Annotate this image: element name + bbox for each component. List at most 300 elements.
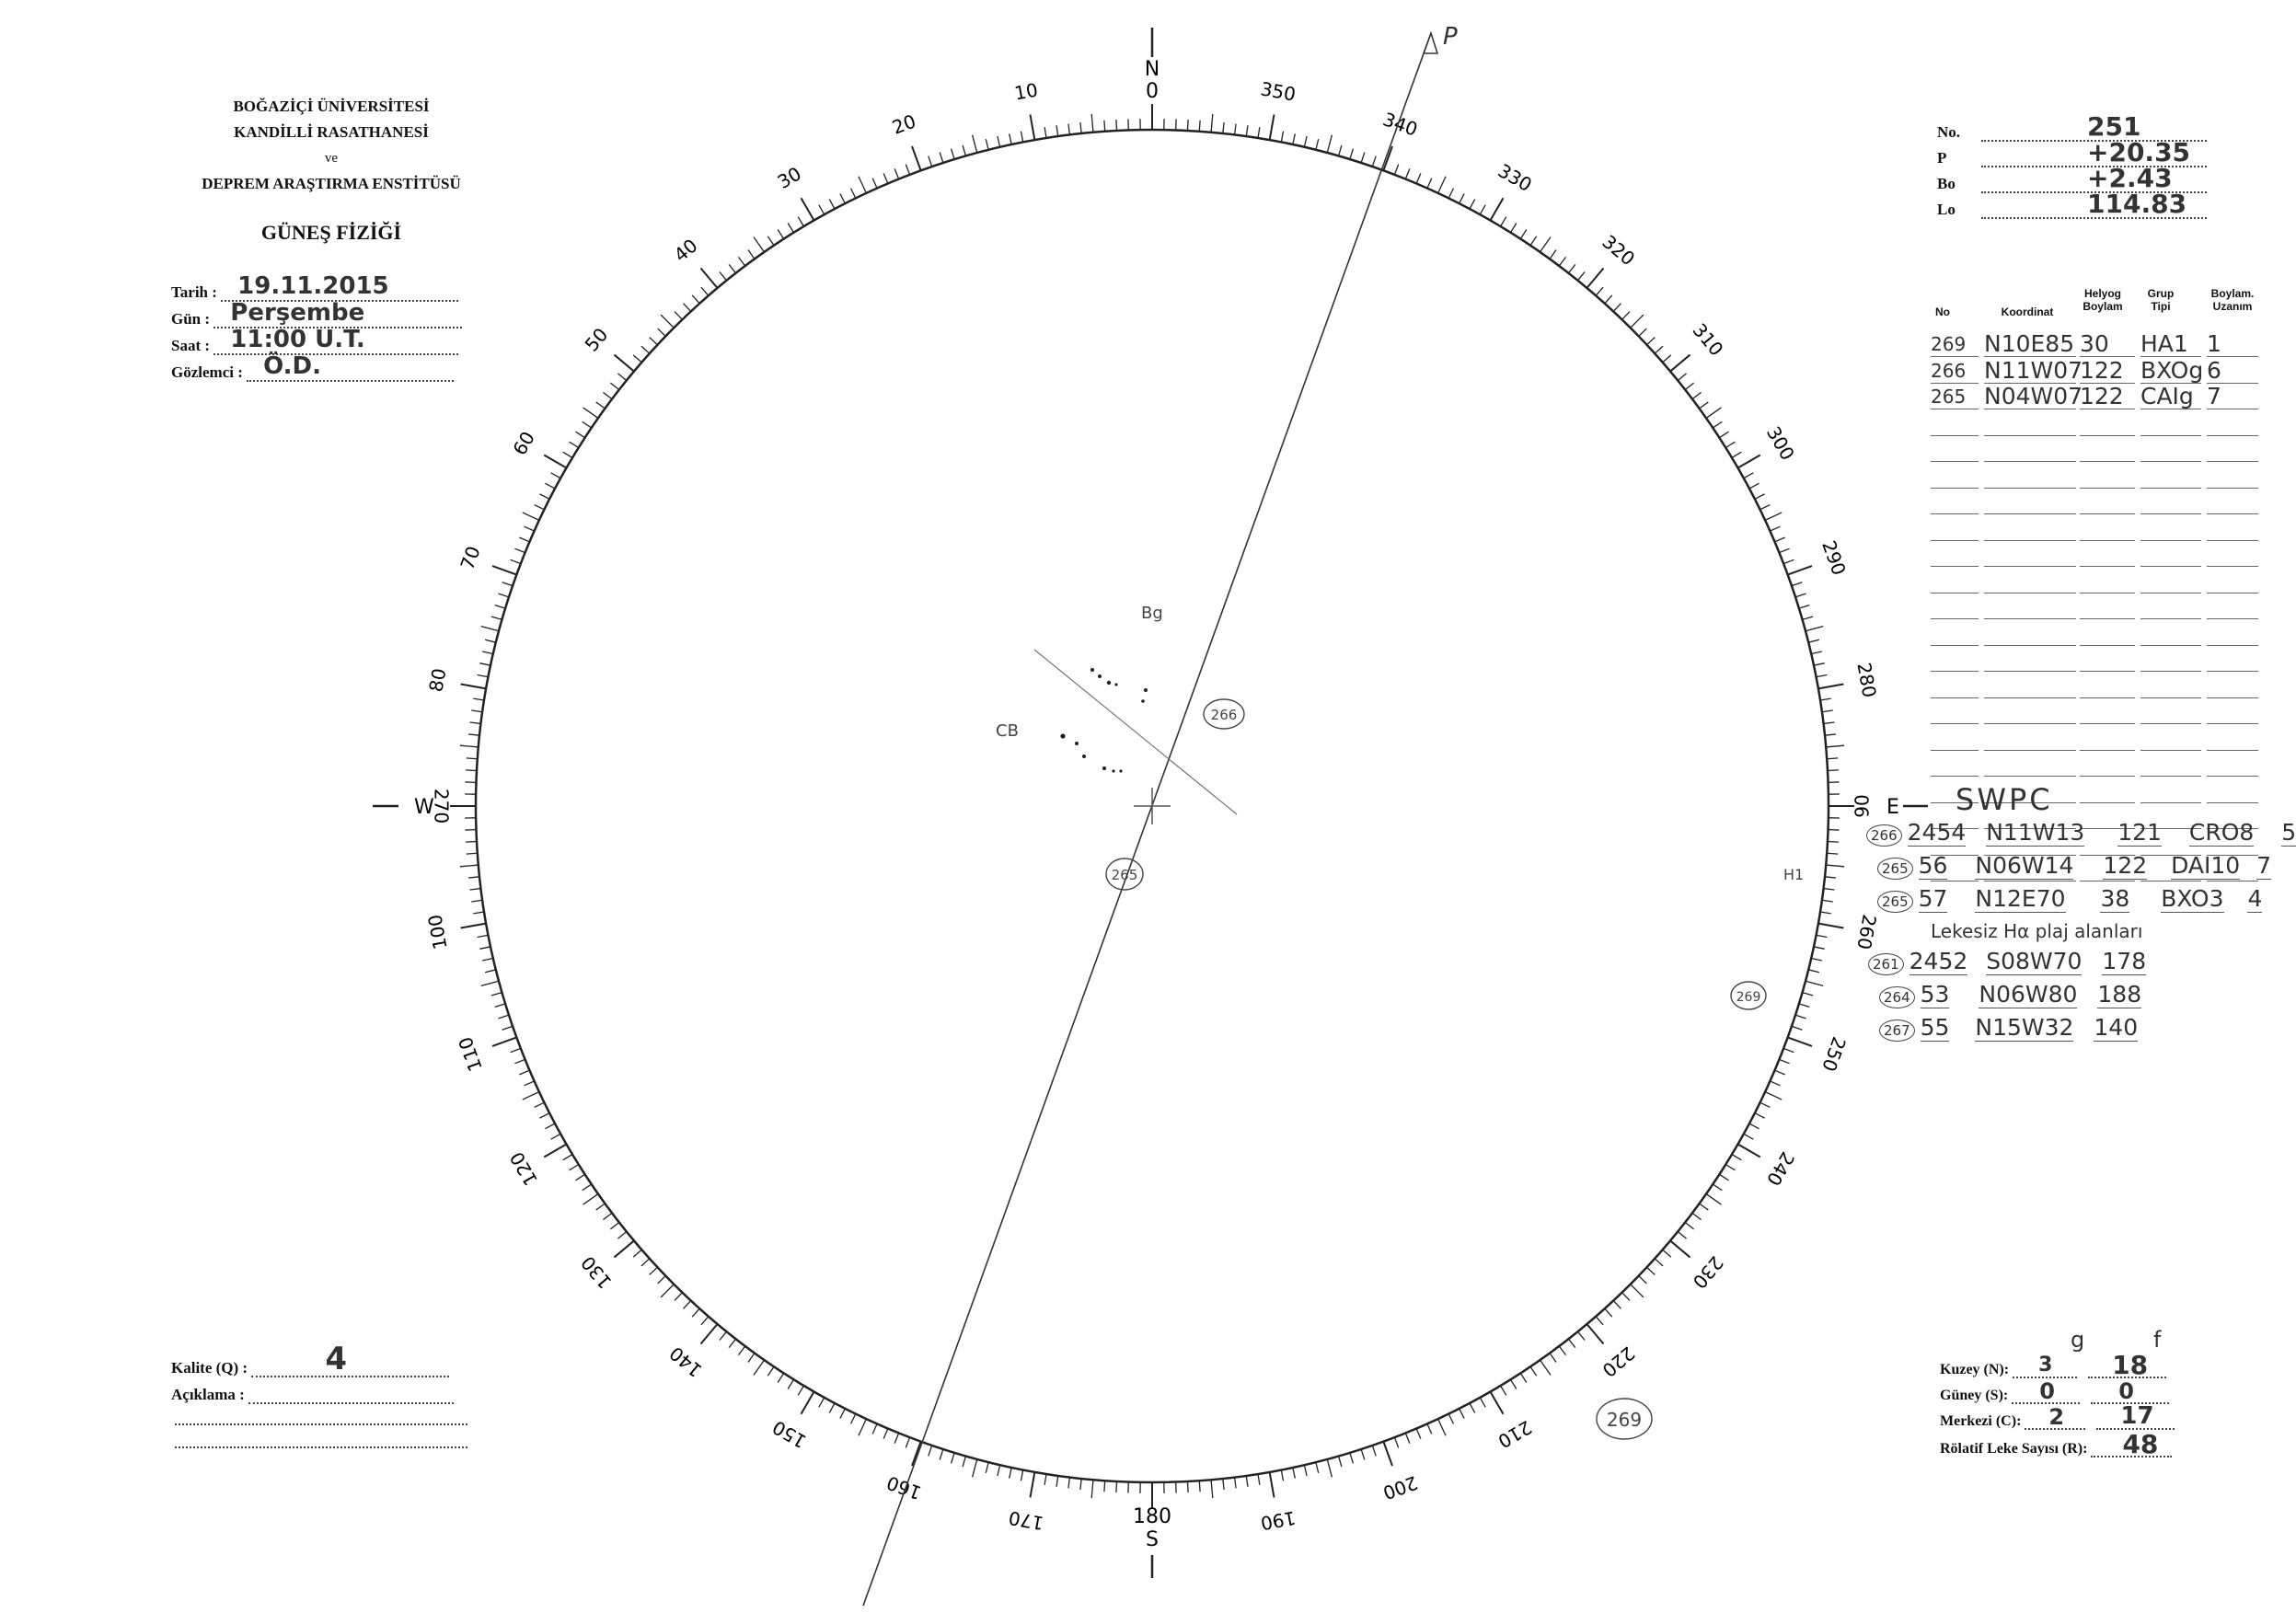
count-label-center: Merkezi (C): — [1940, 1413, 2022, 1429]
scale-tick — [1416, 173, 1421, 183]
param-p-label: P — [1937, 149, 1947, 167]
scale-tick — [514, 1059, 525, 1063]
scale-tick — [912, 146, 921, 170]
count-col-g: g — [2071, 1327, 2085, 1353]
scale-label: 320 — [1598, 230, 1640, 271]
swpc-row-no: 56 — [1918, 852, 1948, 879]
swpc-title: SWPC — [1956, 782, 2053, 817]
scale-tick — [1605, 295, 1612, 304]
col-no: No — [1935, 305, 1950, 318]
table-row — [1931, 541, 2258, 569]
scale-tick — [1316, 1462, 1319, 1473]
scale-tick — [798, 217, 803, 226]
scale-tick — [1818, 685, 1844, 689]
scale-label: 140 — [664, 1342, 707, 1382]
scale-tick — [840, 193, 845, 203]
table-cell — [1931, 647, 1979, 672]
scale-tick — [491, 616, 502, 619]
table-cell — [2080, 699, 2135, 724]
count-south-g: 0 — [2039, 1378, 2055, 1404]
scale-label: 50 — [580, 323, 613, 356]
scale-tick — [468, 734, 479, 735]
scale-tick — [1361, 1449, 1365, 1459]
scale-tick — [906, 1437, 909, 1447]
scale-tick — [1770, 526, 1780, 531]
scale-tick — [883, 1429, 888, 1439]
scale-tick — [748, 250, 755, 259]
table-cell — [1984, 647, 2076, 672]
scale-tick — [1713, 421, 1722, 428]
scale-tick — [1491, 198, 1504, 220]
scale-tick — [1530, 236, 1537, 246]
count-row-south — [1940, 1378, 2169, 1404]
scale-tick — [973, 135, 977, 153]
table-cell — [2207, 516, 2258, 541]
table-cell: CAIg — [2140, 385, 2201, 409]
scale-label: 340 — [1379, 108, 1421, 141]
scale-tick — [1021, 1469, 1022, 1481]
table-row — [1931, 751, 2258, 778]
scale-tick — [1091, 114, 1093, 132]
scale-tick — [788, 224, 793, 233]
table-cell: N10E85 — [1984, 330, 2075, 357]
table-cell — [2140, 437, 2201, 462]
scale-tick — [1622, 1293, 1630, 1301]
scale-tick — [1383, 146, 1392, 170]
plage-row-circle: 267 — [1879, 1020, 1915, 1042]
scale-tick — [1460, 1409, 1464, 1419]
scale-tick — [1732, 452, 1741, 457]
scale-label: 110 — [454, 1033, 487, 1075]
param-no-value: 251 — [2087, 111, 2141, 142]
scale-tick — [1270, 115, 1275, 141]
table-cell — [1931, 674, 1979, 698]
scale-tick — [1820, 698, 1831, 700]
scale-tick — [1783, 1048, 1794, 1052]
table-cell — [2140, 726, 2201, 751]
scale-tick — [470, 889, 481, 890]
institution-line-4: DEPREM ARAŞTIRMA ENSTİTÜSÜ — [202, 175, 461, 192]
p-axis-line — [863, 33, 1431, 1606]
plage-row — [1879, 981, 2141, 1008]
table-row — [1931, 331, 2258, 359]
institution-line-2: KANDİLLİ RASATHANESİ — [234, 123, 429, 141]
scale-tick — [1044, 127, 1046, 138]
scale-tick — [617, 1232, 626, 1239]
scale-tick — [615, 355, 634, 372]
scale-tick — [576, 1174, 585, 1181]
scale-tick — [1596, 287, 1603, 295]
scale-label: 100 — [423, 913, 452, 951]
scale-label: 350 — [1259, 77, 1298, 106]
table-cell — [2080, 594, 2135, 619]
observer-label: Gözlemci : — [171, 363, 243, 381]
scale-tick — [1350, 1453, 1354, 1463]
scale-tick — [1405, 1433, 1409, 1443]
scale-tick — [872, 1423, 877, 1434]
scale-tick — [1569, 264, 1575, 272]
scale-tick — [1828, 841, 1839, 842]
scale-tick — [1416, 1429, 1421, 1439]
scale-tick — [1826, 865, 1844, 867]
scale-tick — [963, 145, 965, 156]
table-cell — [2140, 647, 2201, 672]
scale-tick — [1738, 1145, 1760, 1158]
scale-tick — [767, 236, 774, 246]
spot-label-265: 265 — [1111, 867, 1138, 883]
scale-tick — [748, 1354, 755, 1363]
scale-tick — [1339, 145, 1342, 156]
table-cell — [1931, 594, 1979, 619]
spot-label-266: 266 — [1210, 707, 1238, 723]
scale-tick — [1540, 237, 1551, 252]
scale-tick — [1808, 639, 1819, 642]
scale-tick — [1799, 1004, 1809, 1008]
scale-tick — [1795, 593, 1806, 597]
scale-tick — [1826, 745, 1844, 747]
count-row-north — [1940, 1350, 2166, 1380]
scale-tick — [729, 1339, 735, 1347]
scale-tick — [1613, 1301, 1621, 1309]
scale-tick — [535, 505, 545, 510]
scale-label: 30 — [773, 162, 805, 193]
table-cell — [2080, 569, 2135, 593]
scale-tick — [1116, 1481, 1117, 1492]
swpc-row-no: 57 — [1918, 885, 1948, 912]
relative-count-label: Rölatif Leke Sayısı (R): — [1940, 1441, 2088, 1457]
table-cell — [2207, 542, 2258, 567]
table-cell — [2207, 699, 2258, 724]
date-value: 19.11.2015 — [237, 272, 389, 300]
scale-tick — [1031, 1472, 1035, 1498]
scale-tick — [1480, 1398, 1485, 1407]
table-cell — [2080, 752, 2135, 777]
table-cell: 265 — [1931, 385, 1979, 409]
scale-label: 240 — [1761, 1147, 1799, 1190]
scale-tick — [1803, 616, 1814, 619]
scale-tick — [998, 136, 1000, 147]
scale-tick — [1663, 1250, 1671, 1257]
scale-tick — [1258, 1474, 1260, 1485]
swpc-row-type: BXO3 — [2161, 885, 2224, 912]
table-cell — [1931, 464, 1979, 489]
scale-tick — [802, 1392, 814, 1414]
scale-tick — [1281, 1469, 1283, 1481]
swpc-row-no: 2454 — [1907, 819, 1967, 846]
scale-tick — [1372, 156, 1376, 167]
scale-tick — [1559, 1346, 1565, 1355]
table-cell — [1984, 594, 2076, 619]
scale-label: 280 — [1852, 661, 1881, 699]
table-row — [1931, 410, 2258, 438]
scale-tick — [478, 674, 489, 676]
scale-tick — [859, 177, 866, 193]
scale-tick — [1792, 582, 1802, 586]
table-cell — [1931, 621, 1979, 646]
scale-tick — [1788, 566, 1812, 575]
scale-label: 70 — [456, 543, 485, 573]
table-row — [1931, 358, 2258, 386]
table-cell: 269 — [1931, 332, 1979, 357]
institution-line-1: BOĞAZİÇİ ÜNİVERSİTESİ — [233, 98, 430, 115]
scale-label: 120 — [505, 1147, 543, 1190]
scale-tick — [492, 1037, 516, 1046]
scale-label: 230 — [1688, 1251, 1728, 1294]
scale-tick — [1080, 1479, 1081, 1490]
scale-tick — [952, 149, 955, 159]
scale-tick — [1304, 136, 1307, 147]
scale-tick — [701, 1324, 718, 1343]
table-cell — [2207, 464, 2258, 489]
scale-tick — [684, 304, 691, 312]
table-cell — [1984, 516, 2076, 541]
scale-tick — [1663, 355, 1671, 363]
scale-tick — [940, 153, 943, 163]
scale-tick — [684, 1301, 691, 1309]
scale-tick — [798, 1386, 803, 1395]
table-row — [1931, 646, 2258, 674]
scale-tick — [778, 230, 784, 239]
scale-tick — [1550, 1354, 1556, 1363]
scale-tick — [482, 958, 493, 961]
table-cell — [2207, 726, 2258, 751]
scale-tick — [729, 264, 735, 272]
scale-tick — [641, 346, 650, 353]
scale-tick — [1605, 1308, 1612, 1317]
swpc-row-coord: N11W13 — [1986, 819, 2085, 846]
scale-tick — [650, 1267, 658, 1274]
scale-tick — [583, 408, 598, 418]
scale-tick — [998, 1465, 1000, 1476]
scale-tick — [906, 165, 909, 175]
scale-tick — [1732, 1155, 1741, 1160]
scale-tick — [1725, 1164, 1735, 1169]
scale-tick — [1104, 121, 1105, 132]
scale-tick — [1258, 127, 1260, 138]
scale-tick — [523, 513, 539, 520]
table-row — [1931, 384, 2258, 411]
scale-tick — [551, 473, 560, 478]
annotation-bg: Bg — [1141, 604, 1163, 623]
scale-tick — [1811, 958, 1822, 961]
scale-tick — [492, 566, 516, 575]
scale-tick — [894, 168, 898, 179]
scale-tick — [596, 402, 606, 409]
scale-tick — [1713, 1184, 1722, 1191]
quality-label: Kalite (Q) : — [171, 1359, 248, 1377]
scale-tick — [912, 1442, 921, 1466]
scale-tick — [701, 269, 718, 288]
scale-tick — [1448, 1414, 1453, 1424]
plage-row-lon: 140 — [2094, 1014, 2139, 1041]
scale-tick — [1056, 1476, 1058, 1487]
swpc-row-lon: 122 — [2103, 852, 2148, 879]
scale-tick — [1783, 559, 1794, 563]
table-cell — [2207, 490, 2258, 514]
scale-tick — [940, 1449, 943, 1459]
scale-tick — [1031, 115, 1035, 141]
north-label: N — [1144, 58, 1160, 81]
scale-tick — [872, 179, 877, 189]
col-lon: Helyog Boylam — [2083, 287, 2123, 313]
scale-tick — [495, 1004, 505, 1008]
scale-tick — [479, 947, 490, 949]
table-cell: BXOg — [2140, 356, 2204, 384]
scale-tick — [1808, 970, 1819, 973]
scale-tick — [1738, 455, 1760, 468]
scale-tick — [1010, 1468, 1011, 1479]
table-cell — [1984, 490, 2076, 514]
scale-tick — [1520, 230, 1527, 239]
scale-tick — [596, 1204, 606, 1210]
table-row — [1931, 489, 2258, 516]
scale-tick — [701, 287, 709, 295]
scale-tick — [467, 853, 478, 854]
scale-tick — [1779, 1059, 1789, 1063]
scale-tick — [1670, 355, 1690, 372]
scale-tick — [851, 189, 856, 199]
table-cell — [2080, 516, 2135, 541]
param-bo-label: Bo — [1937, 175, 1956, 192]
scale-tick — [511, 559, 521, 563]
scale-tick — [1622, 312, 1630, 320]
swpc-row-coord: N06W14 — [1975, 852, 2074, 879]
table-row — [1931, 436, 2258, 464]
table-row — [1931, 463, 2258, 490]
table-row — [1931, 568, 2258, 595]
table-row — [1931, 515, 2258, 543]
comment-label: Açıklama : — [171, 1386, 245, 1403]
scale-tick — [1223, 122, 1224, 133]
scale-tick — [502, 1026, 513, 1030]
scale-tick — [1044, 1474, 1046, 1485]
scale-tick — [1775, 537, 1785, 542]
east-label: E — [1886, 796, 1899, 819]
scale-tick — [1199, 121, 1200, 132]
scale-tick — [603, 392, 612, 398]
time-label: Saat : — [171, 337, 211, 354]
table-cell — [1931, 490, 1979, 514]
scale-tick — [1755, 494, 1765, 499]
scale-tick — [1427, 1423, 1432, 1434]
scale-tick — [633, 355, 641, 363]
scale-tick — [502, 582, 513, 586]
scale-label: 60 — [508, 427, 539, 459]
count-label-north: Kuzey (N): — [1940, 1362, 2010, 1377]
scale-tick — [525, 1081, 535, 1086]
scale-tick — [1692, 1213, 1702, 1219]
plage-row-no: 55 — [1920, 1014, 1950, 1041]
param-p-value: +20.35 — [2087, 137, 2191, 167]
north-zero-label: 0 — [1146, 80, 1159, 103]
scale-tick — [1678, 1232, 1686, 1239]
scale-tick — [675, 1293, 682, 1301]
table-row — [1931, 673, 2258, 700]
plage-row-coord: N15W32 — [1975, 1014, 2074, 1041]
table-row — [1931, 593, 2258, 621]
swpc-row — [1877, 852, 2271, 880]
quality-field — [171, 1341, 449, 1377]
count-north-g: 3 — [2038, 1354, 2053, 1377]
scale-tick — [778, 1373, 784, 1382]
count-label-south: Güney (S): — [1940, 1388, 2009, 1403]
scale-tick — [738, 257, 744, 266]
scale-tick — [1647, 338, 1656, 345]
scale-tick — [661, 1285, 674, 1297]
param-lo-label: Lo — [1937, 201, 1956, 218]
annotation-h1: H1 — [1783, 866, 1805, 883]
table-cell — [1984, 752, 2076, 777]
scale-tick — [481, 981, 499, 985]
scale-tick — [1765, 513, 1782, 520]
scale-tick — [929, 1446, 932, 1456]
table-cell: 266 — [1931, 359, 1979, 384]
scale-tick — [1719, 1174, 1728, 1181]
scale-tick — [519, 537, 529, 542]
col-coord: Koordinat — [2001, 305, 2054, 318]
scale-tick — [1803, 993, 1814, 996]
scale-tick — [1211, 1480, 1213, 1498]
swpc-row — [1877, 885, 2262, 913]
scale-label: 220 — [1598, 1342, 1640, 1382]
scale-tick — [617, 374, 626, 381]
scale-tick — [1339, 1457, 1342, 1468]
table-cell: 1 — [2207, 332, 2258, 357]
scale-tick — [1304, 1465, 1307, 1476]
table-row — [1931, 698, 2258, 726]
scale-tick — [1470, 1403, 1475, 1413]
scale-tick — [1501, 217, 1506, 226]
scale-tick — [1827, 758, 1838, 759]
table-cell — [2207, 569, 2258, 593]
scale-tick — [1501, 1386, 1506, 1395]
scale-tick — [1293, 1468, 1295, 1479]
table-cell — [2080, 621, 2135, 646]
scale-tick — [1825, 877, 1836, 878]
scale-tick — [544, 1145, 566, 1158]
scale-tick — [1799, 605, 1809, 609]
table-cell: 7 — [2207, 385, 2258, 409]
scale-tick — [610, 1223, 618, 1229]
scale-tick — [973, 1459, 977, 1477]
scale-tick — [1755, 1113, 1765, 1118]
scale-label: 210 — [1494, 1415, 1536, 1453]
scale-tick — [481, 627, 499, 631]
scale-tick — [894, 1433, 898, 1443]
scale-tick — [1187, 120, 1188, 131]
scale-tick — [1293, 133, 1295, 144]
scale-tick — [1211, 114, 1213, 132]
scale-tick — [1438, 1419, 1446, 1435]
col-type: Grup Tipi — [2147, 287, 2175, 313]
count-south-f: 0 — [2118, 1378, 2134, 1404]
scale-tick — [767, 1366, 774, 1376]
table-cell — [2140, 516, 2201, 541]
scale-tick — [1596, 1317, 1603, 1325]
plage-row-no: 53 — [1920, 981, 1950, 1008]
scale-tick — [603, 1213, 612, 1219]
table-cell — [2207, 674, 2258, 698]
scale-tick — [1372, 1446, 1376, 1456]
scale-label: 250 — [1817, 1033, 1851, 1075]
scale-tick — [1822, 900, 1833, 902]
scale-tick — [1719, 432, 1728, 438]
table-cell — [1931, 411, 1979, 436]
scale-tick — [545, 1123, 555, 1129]
scale-tick — [859, 1419, 866, 1435]
scale-tick — [1670, 1240, 1690, 1257]
plage-row-lon: 188 — [2097, 981, 2142, 1008]
